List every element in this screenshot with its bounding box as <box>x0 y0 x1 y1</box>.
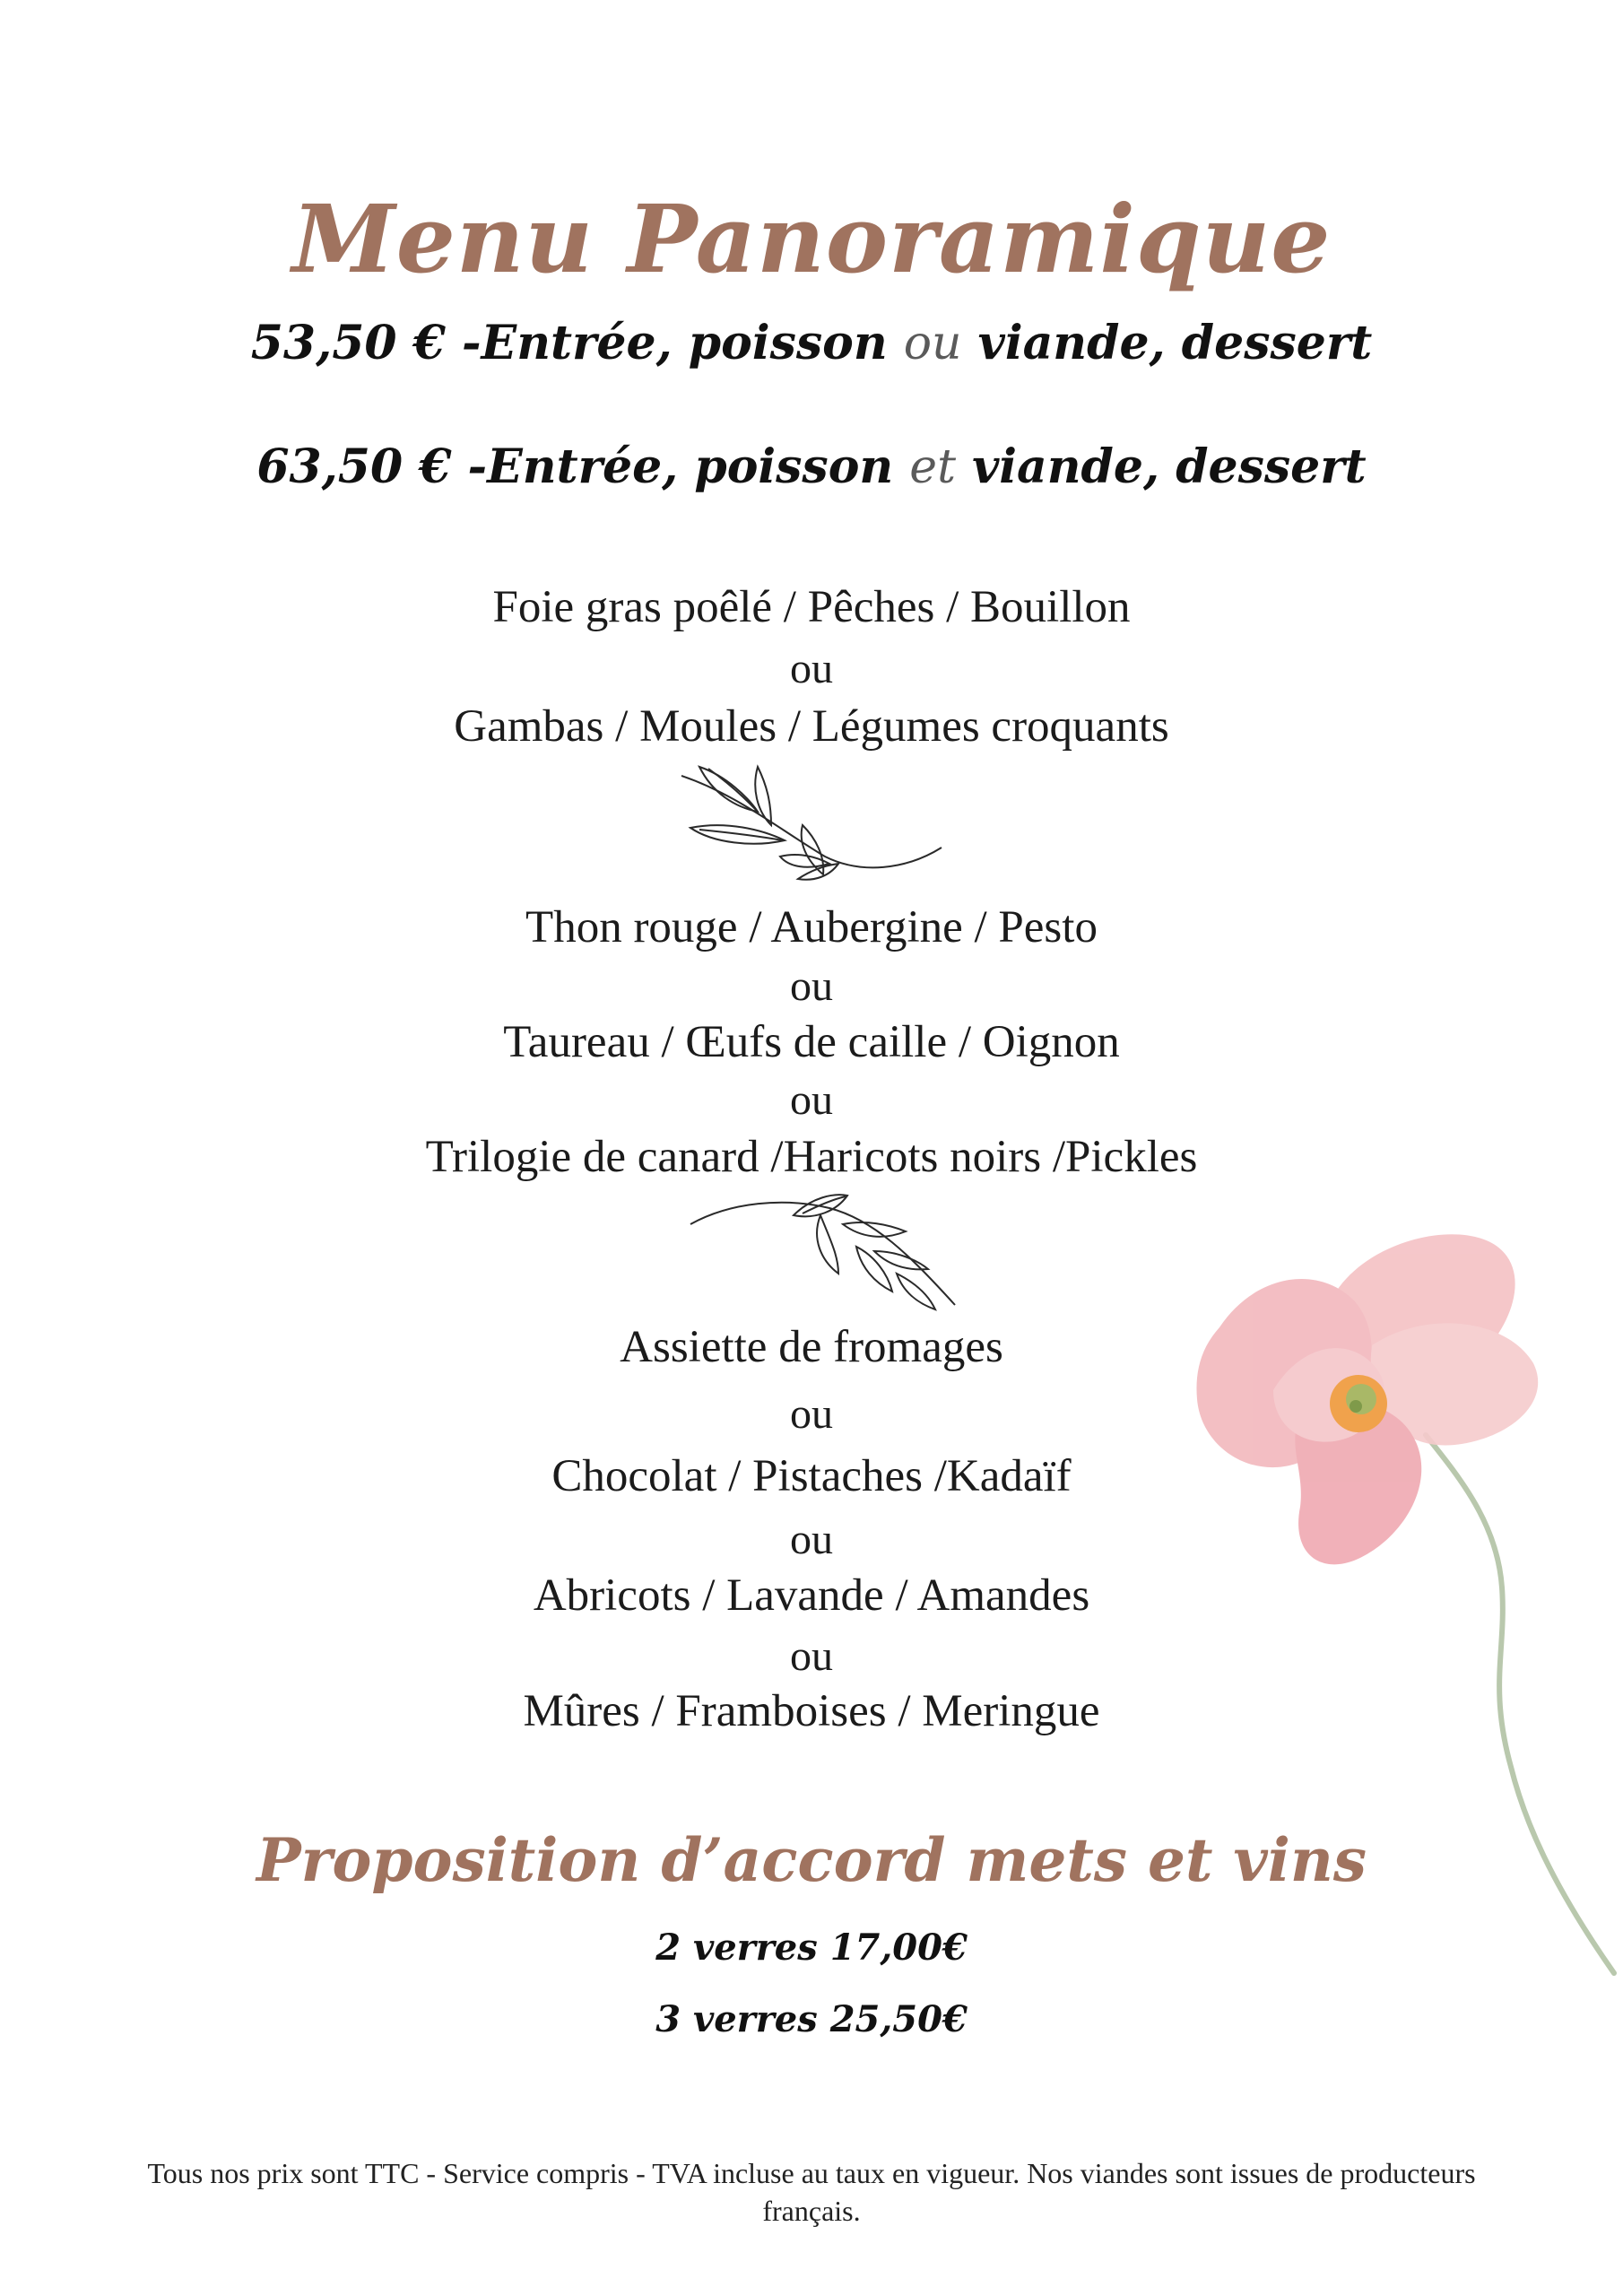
dessert-separator-1: ou <box>790 1390 833 1438</box>
main-separator-1: ou <box>790 962 833 1010</box>
leaf-branch-icon <box>673 758 950 888</box>
price-description-end: viande, dessert <box>955 439 1367 494</box>
dessert-separator-3: ou <box>790 1632 833 1680</box>
main-dish-3: Trilogie de canard /Haricots noirs /Pickles <box>425 1132 1198 1182</box>
price-description-end: viande, dessert <box>961 316 1373 370</box>
main-separator-2: ou <box>790 1076 833 1124</box>
pairing-option-2-glasses: 2 verres 17,00€ <box>655 1926 968 1969</box>
dessert-separator-2: ou <box>790 1516 833 1563</box>
starter-dish-2: Gambas / Moules / Légumes croquants <box>454 701 1169 752</box>
price-amount: 53,50 € <box>250 316 446 370</box>
pairing-title: Proposition d’accord mets et vins <box>256 1825 1367 1895</box>
main-dish-2: Taureau / Œufs de caille / Oignon <box>503 1017 1120 1067</box>
legal-footer: Tous nos prix sont TTC - Service compris - TVA incluse au taux en vigueur. Nos viandes sont issues de producteurs français. <box>147 2157 1476 2227</box>
price-amount: 63,50 € <box>256 439 452 494</box>
price-description: -Entrée, poisson <box>451 439 910 494</box>
pairing-option-3-glasses: 3 verres 25,50€ <box>655 1998 968 2040</box>
price-option-2 <box>0 439 1623 494</box>
dessert-dish-4: Mûres / Framboises / Meringue <box>523 1686 1100 1736</box>
price-option-1 <box>0 316 1623 370</box>
starter-dish-1: Foie gras poêlé / Pêches / Bouillon <box>492 582 1131 632</box>
main-dish-1: Thon rouge / Aubergine / Pesto <box>525 902 1098 952</box>
price-conjunction: et <box>909 440 956 494</box>
dessert-dish-3: Abricots / Lavande / Amandes <box>533 1570 1090 1621</box>
starter-separator: ou <box>790 645 833 692</box>
menu-title: Menu Panoramique <box>291 184 1332 294</box>
price-conjunction: ou <box>903 317 962 370</box>
price-description: -Entrée, poisson <box>445 316 904 370</box>
dessert-dish-2: Chocolat / Pistaches /Kadaïf <box>551 1451 1072 1501</box>
dessert-dish-1: Assiette de fromages <box>620 1322 1003 1372</box>
leaf-branch-icon <box>686 1188 964 1314</box>
